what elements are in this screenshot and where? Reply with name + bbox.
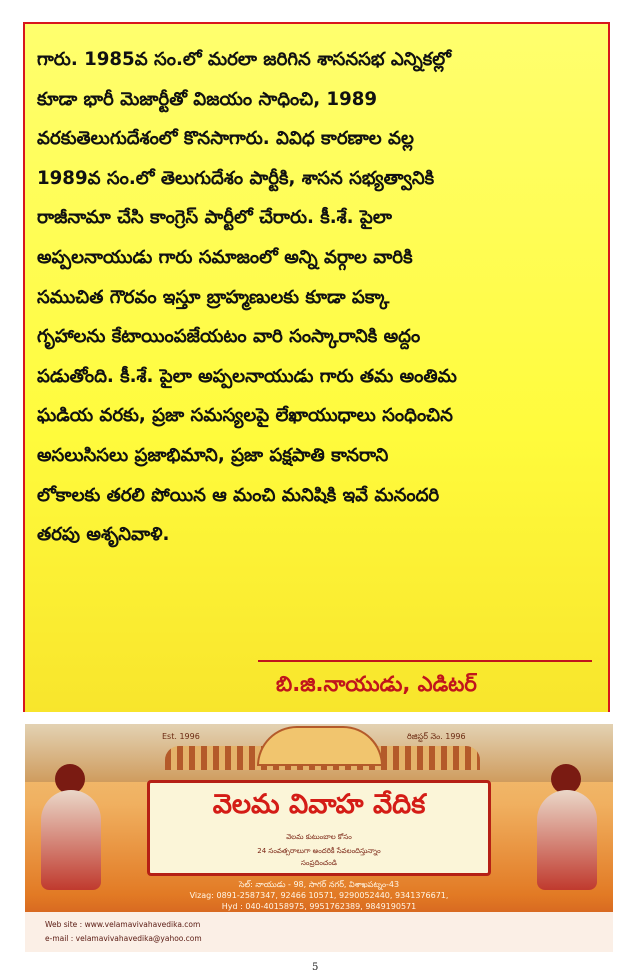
signature-divider — [258, 660, 592, 662]
editor-signature: బి.జి.నాయుడు, ఎడిటర్ — [276, 672, 477, 696]
article-line: 1989వ సం.లో తెలుగుదేశం పార్టీకి, శాసన సభ్యత్వానికి — [37, 167, 435, 189]
advertisement-banner — [25, 724, 613, 952]
ad-phones-hyd: Hyd : 040-40158975, 9951762389, 9849190571 — [221, 902, 417, 911]
ad-contact-name: సెల్: నాయుడు - 98, సాగర్ నగర్, విశాఖపట్నం-43 — [238, 880, 400, 889]
article-line: అసలుసిసలు ప్రజాభిమాని, ప్రజా పక్షపాతి కానరాని — [37, 444, 389, 466]
article-line: కూడా భారీ మెజార్టీతో విజయం సాధించి, 1989 — [37, 88, 378, 110]
article-line: తరపు అశృనివాళి. — [37, 524, 170, 546]
ad-temple-arch — [257, 726, 383, 766]
ad-title-box — [147, 780, 491, 876]
ad-tagline-2: సంప్రదించండి — [301, 859, 337, 867]
article-line: గృహాలను కేటాయింపజేయటం వారి సంస్కారానికి అద్దం — [37, 326, 421, 348]
ad-tagline: 24 సంవత్సరాలుగా అందరికీ సేవలందిస్తున్నాం — [257, 847, 381, 855]
figure-body — [537, 790, 597, 890]
article-line: గారు. 1985వ సం.లో మరలా జరిగిన శాసనసభ ఎన్నికల్లో — [37, 49, 451, 70]
article-body — [25, 24, 608, 555]
page-number: 5 — [312, 962, 319, 973]
article-line: సముచిత గౌరవం ఇస్తూ బ్రాహ్మణులకు కూడా పక్కా — [37, 286, 390, 308]
ad-figure-left — [35, 764, 107, 892]
article-line: పడుతోంది. కీ.శే. పైలా అప్పలనాయుడు గారు తమ అంతిమ — [37, 365, 457, 387]
ad-registration: రిజిస్టర్ నెం. 1996 — [407, 732, 466, 741]
ad-email: e-mail : velamavivahavedika@yahoo.com — [45, 934, 202, 943]
figure-body — [41, 790, 101, 890]
ad-footer — [25, 912, 613, 952]
article-line: ఘడియ వరకు, ప్రజా సమస్యలపై లేఖాయుధాలు సంధించిన — [37, 405, 453, 427]
ad-established: Est. 1996 — [162, 732, 200, 741]
ad-figure-right — [531, 764, 603, 892]
ad-title: వెలమ వివాహ వేదిక — [212, 789, 426, 820]
article-line: వరకుతెలుగుదేశంలో కొనసాగారు. వివిధ కారణాల వల్ల — [37, 128, 414, 150]
article-line: లోకాలకు తరలి పోయిన ఆ మంచి మనిషికి ఇవే మనందరి — [37, 484, 440, 506]
article-line: అప్పలనాయుడు గారు సమాజంలో అన్ని వర్గాల వారికి — [37, 246, 413, 268]
ad-subtitle: వెలమ కుటుంబాల కోసం — [286, 833, 352, 841]
ad-website: Web site : www.velamavivahavedika.com — [45, 920, 201, 929]
article-panel — [23, 22, 610, 712]
article-line: రాజీనామా చేసి కాంగ్రెస్ పార్టీలో చేరారు. కీ.శే. పైలా — [37, 207, 392, 229]
ad-phones-vizag: Vizag: 0891-2587347, 92466 10571, 9290052440, 9341376671, — [189, 891, 449, 900]
